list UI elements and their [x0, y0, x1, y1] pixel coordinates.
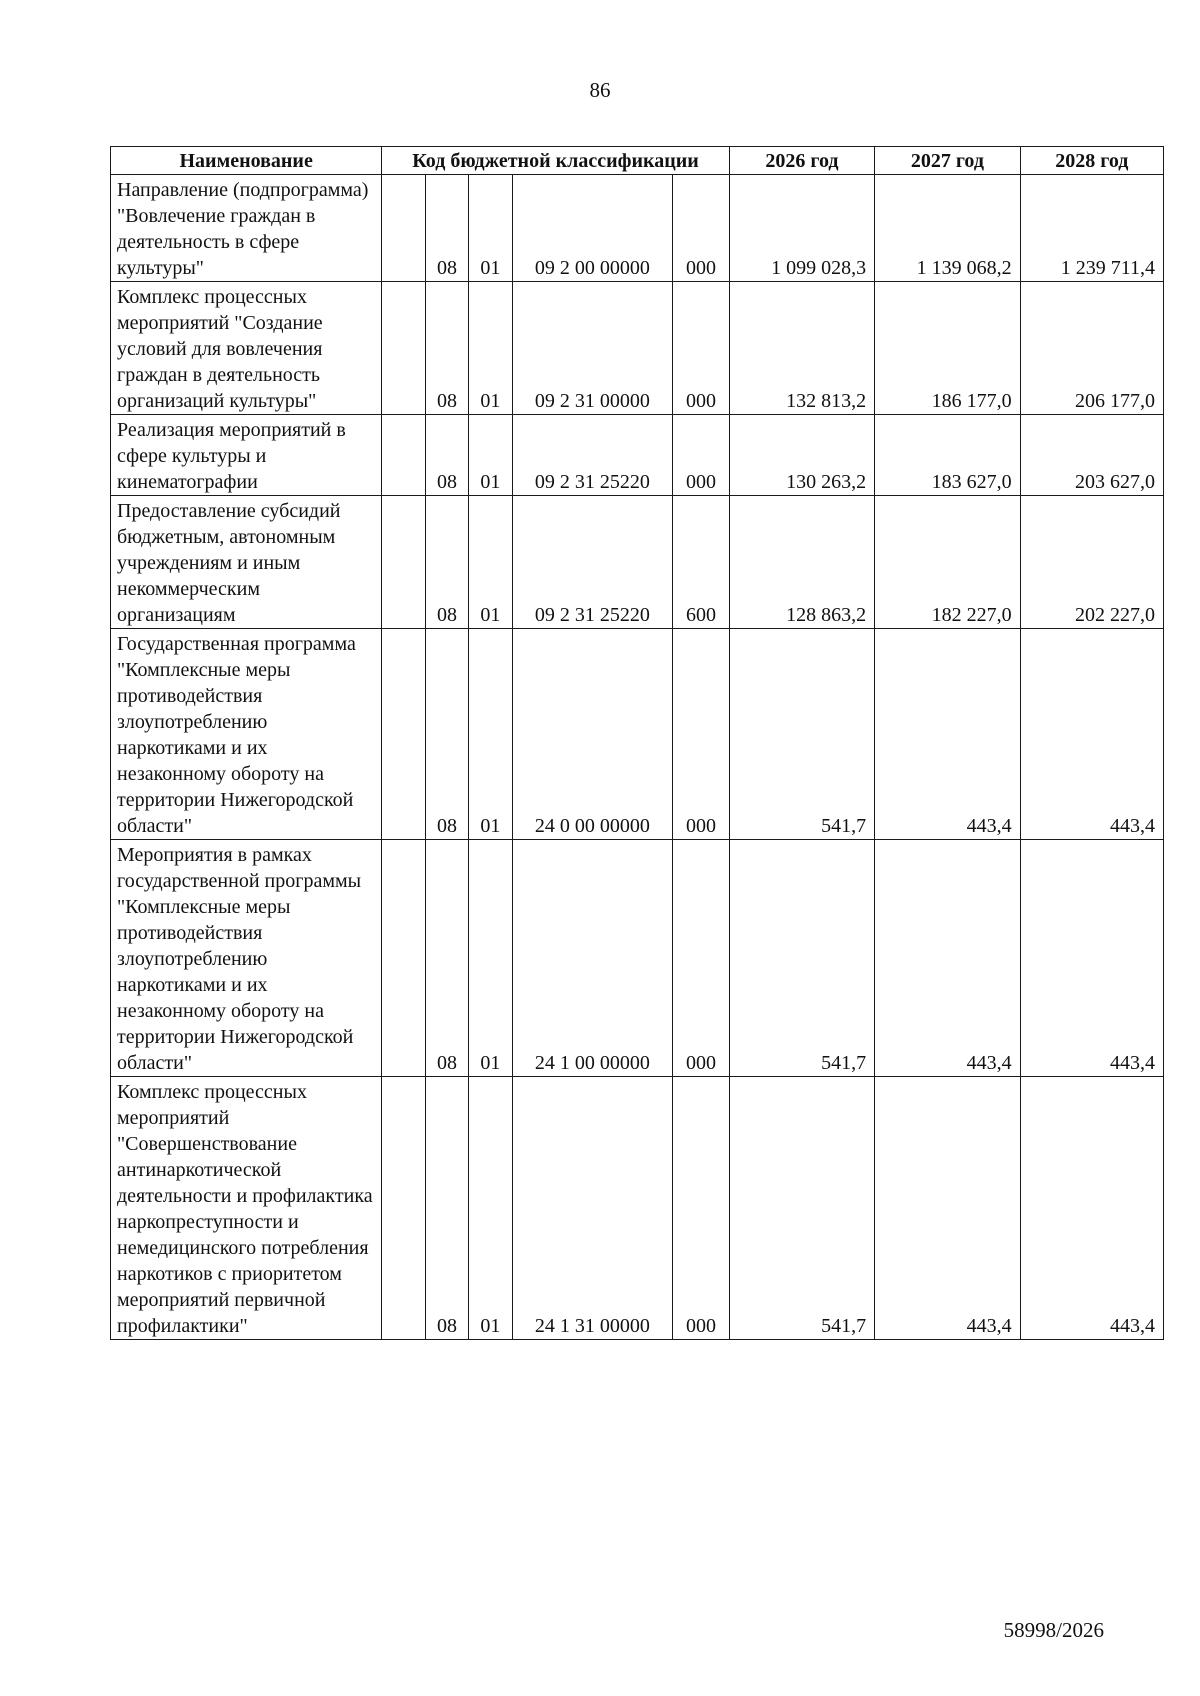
- row-section: 08: [425, 840, 468, 1077]
- row-value-2026: 1 099 028,3: [729, 175, 874, 282]
- row-value-2027: 443,4: [875, 1077, 1020, 1340]
- row-expense-type: 000: [673, 1077, 730, 1340]
- table-row: [111, 496, 1164, 629]
- row-value-2027: 443,4: [875, 629, 1020, 840]
- header-code: Код бюджетной классификации: [382, 147, 729, 175]
- row-value-2027: 182 227,0: [875, 496, 1020, 629]
- row-subsection: 01: [469, 282, 512, 415]
- page-number: 86: [589, 78, 611, 102]
- row-section: 08: [425, 175, 468, 282]
- row-subsection: 01: [469, 1077, 512, 1340]
- row-blank-cell: [382, 840, 425, 1077]
- row-subsection: 01: [469, 415, 512, 496]
- budget-table: [110, 146, 1164, 1340]
- row-target-code: 09 2 31 25220: [512, 496, 673, 629]
- row-value-2026: 541,7: [729, 629, 874, 840]
- row-name: Предоставление субсидий бюджетным, автономным учреждениям и иным некоммерческим организациям: [111, 496, 382, 629]
- header-2027: 2027 год: [875, 147, 1020, 175]
- row-blank-cell: [382, 282, 425, 415]
- row-value-2026: 541,7: [729, 1077, 874, 1340]
- row-section: 08: [425, 1077, 468, 1340]
- header-2028: 2028 год: [1020, 147, 1163, 175]
- row-target-code: 09 2 00 00000: [512, 175, 673, 282]
- row-expense-type: 600: [673, 496, 730, 629]
- row-name: Комплекс процессных мероприятий "Создание условий для вовлечения граждан в деятельность организаций культуры": [111, 282, 382, 415]
- table-row: [111, 282, 1164, 415]
- table-row: [111, 629, 1164, 840]
- row-subsection: 01: [469, 840, 512, 1077]
- row-value-2027: 443,4: [875, 840, 1020, 1077]
- row-name: Направление (подпрограмма) "Вовлечение граждан в деятельность в сфере культуры": [111, 175, 382, 282]
- row-blank-cell: [382, 496, 425, 629]
- row-blank-cell: [382, 629, 425, 840]
- row-value-2028: 206 177,0: [1020, 282, 1163, 415]
- row-blank-cell: [382, 1077, 425, 1340]
- row-value-2028: 443,4: [1020, 629, 1163, 840]
- row-value-2026: 130 263,2: [729, 415, 874, 496]
- document-number: 58998/2026: [1003, 1618, 1104, 1642]
- row-expense-type: 000: [673, 175, 730, 282]
- row-value-2026: 128 863,2: [729, 496, 874, 629]
- row-subsection: 01: [469, 629, 512, 840]
- row-name: Реализация мероприятий в сфере культуры и кинематографии: [111, 415, 382, 496]
- row-section: 08: [425, 415, 468, 496]
- row-target-code: 24 1 00 00000: [512, 840, 673, 1077]
- row-value-2028: 1 239 711,4: [1020, 175, 1163, 282]
- row-blank-cell: [382, 415, 425, 496]
- row-value-2026: 132 813,2: [729, 282, 874, 415]
- table-row: [111, 840, 1164, 1077]
- row-name: Комплекс процессных мероприятий "Совершенствование антинаркотической деятельности и профилактика наркопреступности и немедицинского потребления наркотиков с приоритетом мероприятий первичной профилактики": [111, 1077, 382, 1340]
- table-row: [111, 175, 1164, 282]
- row-value-2027: 186 177,0: [875, 282, 1020, 415]
- header-2026: 2026 год: [729, 147, 874, 175]
- row-value-2028: 202 227,0: [1020, 496, 1163, 629]
- row-expense-type: 000: [673, 282, 730, 415]
- row-name: Мероприятия в рамках государственной программы "Комплексные меры противодействия злоупотреблению наркотиками и их незаконному обороту на территории Нижегородской области": [111, 840, 382, 1077]
- row-value-2028: 203 627,0: [1020, 415, 1163, 496]
- row-target-code: 09 2 31 00000: [512, 282, 673, 415]
- row-name: Государственная программа "Комплексные меры противодействия злоупотреблению наркотиками и их незаконному обороту на территории Нижегородской области": [111, 629, 382, 840]
- row-subsection: 01: [469, 175, 512, 282]
- row-blank-cell: [382, 175, 425, 282]
- row-target-code: 24 0 00 00000: [512, 629, 673, 840]
- row-value-2028: 443,4: [1020, 1077, 1163, 1340]
- row-section: 08: [425, 496, 468, 629]
- row-target-code: 09 2 31 25220: [512, 415, 673, 496]
- row-value-2026: 541,7: [729, 840, 874, 1077]
- row-expense-type: 000: [673, 840, 730, 1077]
- row-target-code: 24 1 31 00000: [512, 1077, 673, 1340]
- row-subsection: 01: [469, 496, 512, 629]
- table-header-row: [111, 147, 1164, 175]
- row-section: 08: [425, 282, 468, 415]
- row-value-2028: 443,4: [1020, 840, 1163, 1077]
- row-value-2027: 183 627,0: [875, 415, 1020, 496]
- table-row: [111, 415, 1164, 496]
- table-row: [111, 1077, 1164, 1340]
- row-value-2027: 1 139 068,2: [875, 175, 1020, 282]
- row-section: 08: [425, 629, 468, 840]
- row-expense-type: 000: [673, 629, 730, 840]
- row-expense-type: 000: [673, 415, 730, 496]
- header-name: Наименование: [111, 147, 382, 175]
